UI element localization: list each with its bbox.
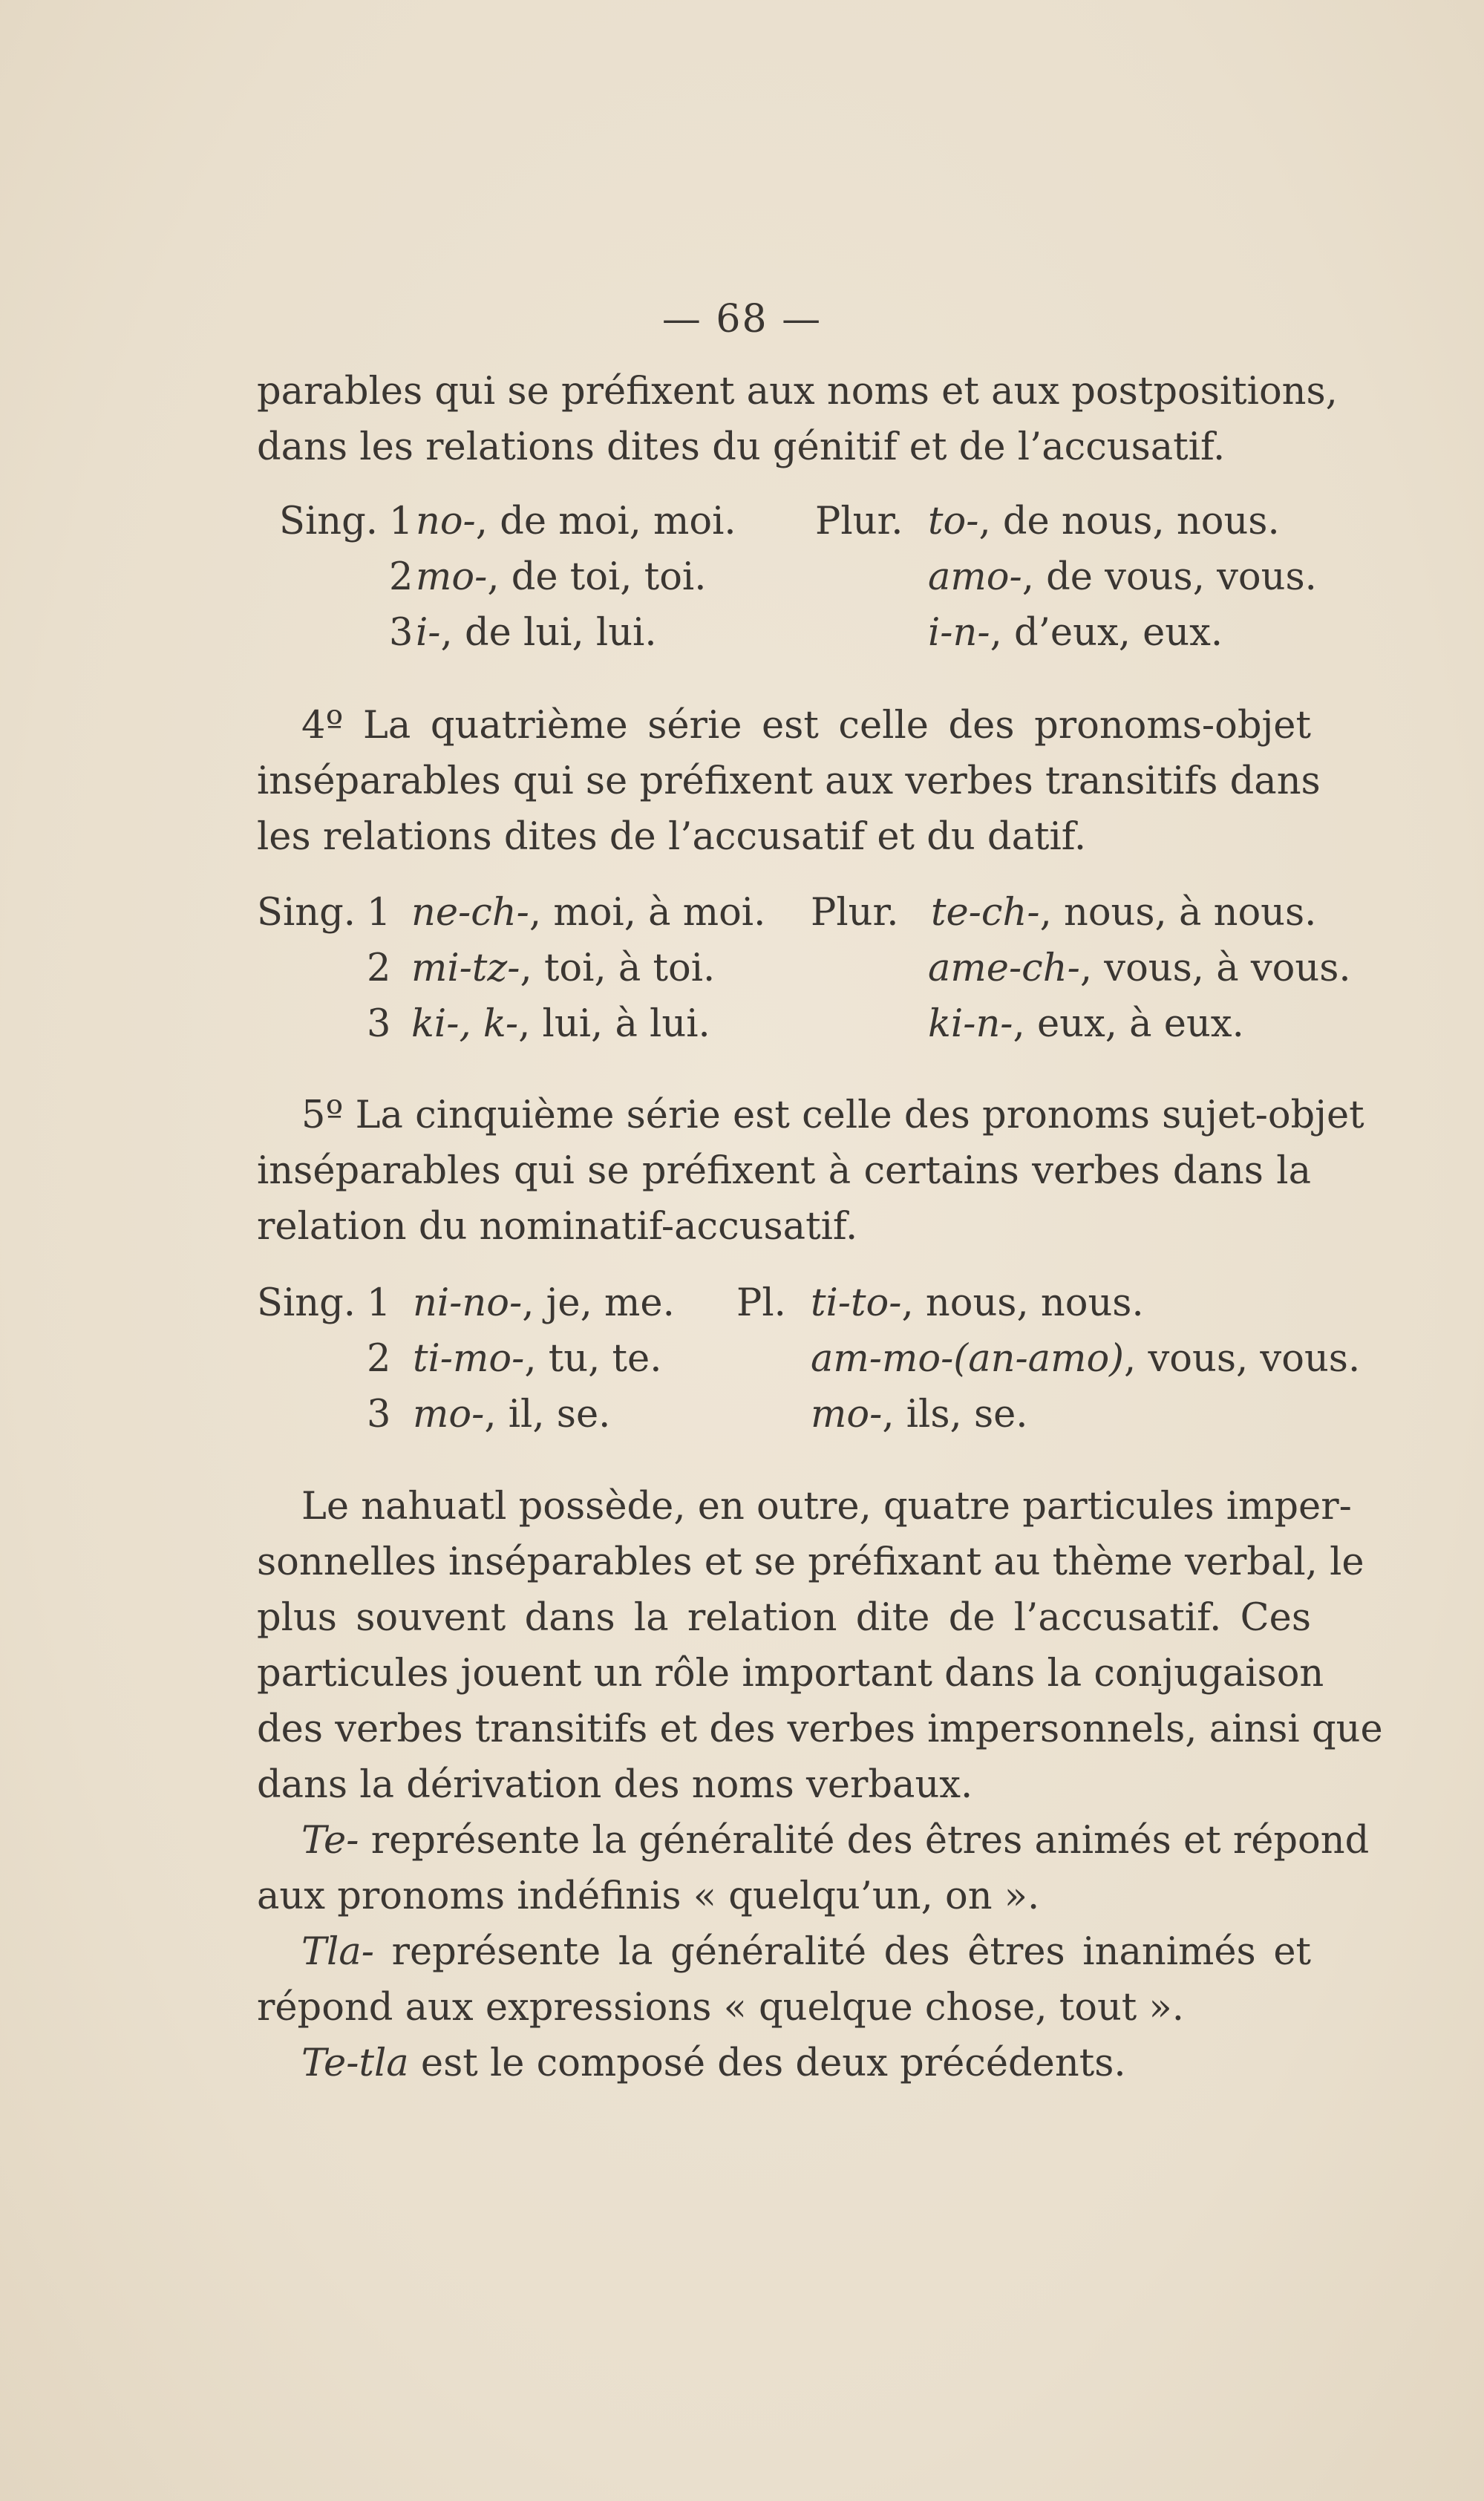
term: Tla- <box>301 1930 374 1974</box>
text-line: inséparables qui se préfixent aux verbes transitifs dans <box>257 759 1321 803</box>
singular-gloss: , lui, à lui. <box>518 1002 710 1046</box>
plural-form: ame-ch- <box>928 947 1080 990</box>
plural-form: mo- <box>811 1393 883 1436</box>
row-number: 3 <box>367 1393 391 1436</box>
text-line: parables qui se préfixent aux noms et aux postpositions, <box>257 370 1338 413</box>
definition: représente la généralité des êtres animés et répond <box>359 1819 1370 1863</box>
plural-form: te-ch- <box>931 891 1040 935</box>
text-line: aux pronoms indéfinis « quelqu’un, on ». <box>257 1874 1040 1918</box>
sing-label: Sing. <box>257 1281 356 1325</box>
singular-form: mo- <box>413 1393 485 1436</box>
row-number: 2 <box>367 1337 391 1381</box>
plural-form: ti-to- <box>811 1281 902 1325</box>
table-row <box>0 941 1484 996</box>
text-line: les relations dites de l’accusatif et du datif. <box>257 815 1087 859</box>
plural-gloss: , d’eux, eux. <box>990 611 1223 655</box>
paragraph-1 <box>257 364 1338 475</box>
text-line: dans la dérivation des noms verbaux. <box>257 1763 973 1807</box>
plural-gloss: , nous, nous. <box>901 1281 1144 1325</box>
row-number: 1 <box>389 500 414 543</box>
singular-cell <box>411 941 715 996</box>
plural-gloss: , vous, à vous. <box>1079 947 1351 990</box>
plur-label: Plur. <box>815 500 903 543</box>
table-row <box>0 1275 1484 1331</box>
plural-gloss: , eux, à eux. <box>1013 1002 1244 1046</box>
text-line <box>257 1924 1311 1980</box>
singular-form: no- <box>416 500 476 543</box>
singular-form: ne-ch- <box>411 891 529 935</box>
text-line: Le nahuatl possède, en outre, quatre particules imper- <box>301 1485 1352 1529</box>
singular-cell <box>413 1331 661 1387</box>
paragraph-6 <box>257 1924 1311 2036</box>
text-line: inséparables qui se préfixent à certains verbes dans la <box>257 1149 1311 1193</box>
text-line: sonnelles inséparables et se préfixant au thème verbal, le <box>257 1540 1364 1584</box>
row-number: 3 <box>389 611 414 655</box>
definition: est le composé des deux précédents. <box>408 2041 1126 2085</box>
page-number: — 68 — <box>661 297 823 341</box>
plural-cell <box>928 605 1223 661</box>
table-row <box>0 1387 1484 1442</box>
sing-label: Sing. <box>279 500 378 543</box>
plural-gloss: , ils, se. <box>882 1393 1028 1436</box>
row-number: 1 <box>367 891 391 935</box>
paragraph-7 <box>257 2036 1311 2091</box>
singular-gloss: , moi, à moi. <box>529 891 766 935</box>
row-number: 1 <box>367 1281 391 1325</box>
singular-gloss: , de toi, toi. <box>487 555 707 599</box>
table-row <box>0 549 1484 605</box>
text-line: plus souvent dans la relation dite de l’accusatif. Ces <box>257 1596 1311 1640</box>
singular-cell <box>411 885 765 941</box>
paragraph-5 <box>257 1813 1370 1924</box>
singular-form: i- <box>416 611 441 655</box>
plural-gloss: , nous, à nous. <box>1039 891 1317 935</box>
plural-gloss: , vous, vous. <box>1124 1337 1361 1381</box>
paragraph-2 <box>257 698 1321 865</box>
plural-cell <box>928 941 1351 996</box>
plural-form: amo- <box>928 555 1022 599</box>
plural-cell <box>811 1331 1360 1387</box>
plural-cell <box>811 1275 1144 1331</box>
singular-gloss: , il, se. <box>484 1393 611 1436</box>
pl-label: Pl. <box>736 1281 786 1325</box>
singular-cell <box>411 996 710 1052</box>
pronoun-table-3 <box>0 1275 1484 1442</box>
plural-gloss: , de vous, vous. <box>1022 555 1317 599</box>
text-line: relation du nominatif-accusatif. <box>257 1205 858 1249</box>
paragraph-4 <box>257 1479 1383 1813</box>
plural-gloss: , de nous, nous. <box>978 500 1280 543</box>
text-line <box>257 1813 1370 1869</box>
row-number: 2 <box>367 947 391 990</box>
singular-form: mi-tz- <box>411 947 520 990</box>
singular-gloss: , de lui, lui. <box>440 611 657 655</box>
singular-gloss: , tu, te. <box>524 1337 662 1381</box>
plur-label: Plur. <box>811 891 899 935</box>
singular-gloss: , de moi, moi. <box>475 500 736 543</box>
text-line: particules jouent un rôle important dans la conjugaison <box>257 1652 1324 1696</box>
pronoun-table-1 <box>0 494 1484 661</box>
term: Te-tla <box>301 2041 409 2085</box>
singular-cell <box>416 605 657 661</box>
singular-cell <box>416 494 736 549</box>
term: Te- <box>301 1819 359 1863</box>
table-row <box>0 1331 1484 1387</box>
plural-form: to- <box>928 500 979 543</box>
singular-form: ni-no- <box>413 1281 523 1325</box>
table-row <box>0 605 1484 661</box>
text-line: 5º La cinquième série est celle des pronoms sujet-objet <box>301 1093 1364 1137</box>
table-row <box>0 885 1484 941</box>
singular-gloss: , je, me. <box>522 1281 675 1325</box>
table-row <box>0 996 1484 1052</box>
singular-form: ki-, k- <box>411 1002 519 1046</box>
singular-form: mo- <box>416 555 488 599</box>
text-line: 4º La quatrième série est celle des pronoms-objet <box>301 704 1311 748</box>
definition: représente la généralité des êtres inanimés et <box>373 1930 1311 1974</box>
singular-gloss: , toi, à toi. <box>520 947 716 990</box>
table-row <box>0 494 1484 549</box>
plural-cell <box>811 1387 1028 1442</box>
singular-form: ti-mo- <box>413 1337 525 1381</box>
text-line <box>257 2036 1311 2091</box>
plural-cell <box>931 885 1316 941</box>
singular-cell <box>416 549 706 605</box>
plural-cell <box>928 996 1244 1052</box>
plural-form: i-n- <box>928 611 990 655</box>
plural-form: ki-n- <box>928 1002 1013 1046</box>
text-line: dans les relations dites du génitif et de l’accusatif. <box>257 425 1226 469</box>
row-number: 2 <box>389 555 414 599</box>
singular-cell <box>413 1387 610 1442</box>
row-number: 3 <box>367 1002 391 1046</box>
plural-form: am-mo-(an-amo) <box>811 1337 1125 1381</box>
singular-cell <box>413 1275 675 1331</box>
text-line: des verbes transitifs et des verbes impersonnels, ainsi que <box>257 1707 1383 1751</box>
paragraph-3 <box>257 1088 1364 1255</box>
plural-cell <box>928 549 1317 605</box>
plural-cell <box>928 494 1280 549</box>
pronoun-table-2 <box>0 885 1484 1052</box>
text-line: répond aux expressions « quelque chose, tout ». <box>257 1986 1184 2030</box>
sing-label: Sing. <box>257 891 356 935</box>
